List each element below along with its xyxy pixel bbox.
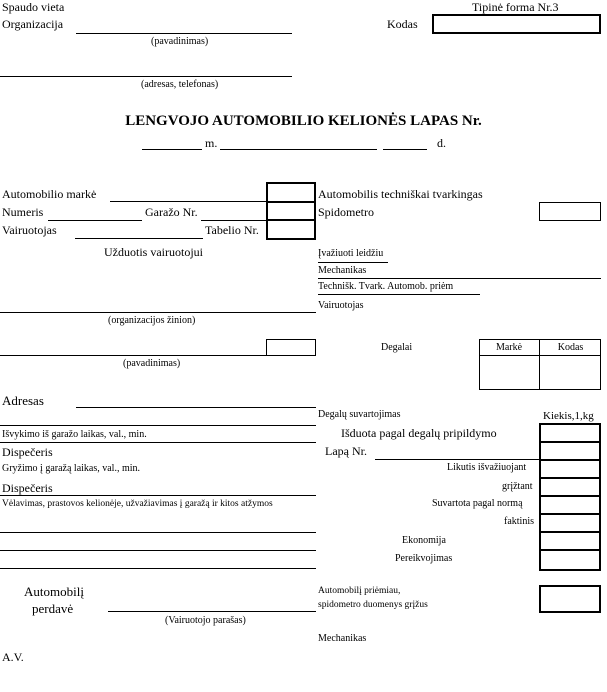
return-time-label: Gryžimo į garažą laikas, val., min.	[2, 463, 141, 474]
plate-number-line[interactable]	[48, 220, 142, 221]
driver-label: Vairuotojas	[2, 223, 57, 237]
organization-caption: (organizacijos žinion)	[108, 315, 196, 326]
car-accepted-label: Automobilį priėmiau,	[318, 586, 401, 596]
driver-accept-label: Vairuotojas	[318, 300, 364, 311]
day-line[interactable]	[383, 149, 427, 150]
tabel-no-label: Tabelio Nr.	[205, 223, 259, 237]
document-title: LENGVOJO AUTOMOBILIO KELIONĖS LAPAS Nr.	[125, 113, 482, 129]
departure-time-label: Išvykimo iš garažo laikas, val., min.	[2, 429, 147, 440]
garage-no-label: Garažo Nr.	[145, 205, 198, 219]
driver-signature-line[interactable]	[108, 611, 316, 612]
technical-accepted-label: Technišk. Tvark. Automob. priėm	[318, 281, 454, 292]
fuel-row-divider	[539, 549, 601, 551]
departure-allowed-label: Įvažiuoti leidžiu	[318, 248, 384, 259]
issued-label: Išduota pagal degalų pripildymo	[341, 426, 497, 440]
fuel-row-divider	[539, 531, 601, 533]
quantity-label: Kiekis,1,kg	[543, 410, 594, 422]
address-phone-caption: (adresas, telefonas)	[141, 79, 219, 90]
notes-line-1[interactable]	[0, 532, 316, 533]
footer-mechanic-label: Mechanikas	[318, 633, 367, 644]
organization-name-caption: (pavadinimas)	[123, 358, 181, 369]
fuel-label: Degalai	[381, 342, 413, 353]
day-suffix: d.	[437, 136, 446, 150]
driver-signature-caption: (Vairuotojo parašas)	[165, 615, 246, 626]
organization-code-small-box[interactable]	[266, 339, 316, 356]
economy-label: Ekonomija	[402, 535, 446, 546]
fuel-row-divider	[539, 459, 601, 461]
notes-line-2[interactable]	[0, 550, 316, 551]
year-line[interactable]	[142, 149, 202, 150]
fuel-brand-header: Markė	[495, 342, 523, 353]
remainder-return-label: grįžtant	[502, 481, 533, 492]
organization-name-line[interactable]	[76, 33, 292, 34]
car-handed-label-2: perdavė	[32, 601, 74, 616]
address-line[interactable]	[76, 407, 316, 408]
month-line[interactable]	[220, 149, 377, 150]
car-brand-label: Automobilio markė	[2, 187, 97, 201]
code-label: Kodas	[387, 17, 418, 31]
form-id-label: Tipinė forma Nr.3	[472, 0, 559, 14]
year-suffix: m.	[205, 136, 218, 150]
fuel-row-divider	[539, 441, 601, 443]
fuel-row-divider	[539, 513, 601, 515]
stamp-place-label: Spaudo vieta	[2, 0, 65, 14]
seal-place-label: A.V.	[2, 650, 24, 664]
car-handed-label-1: Automobilį	[24, 584, 84, 599]
used-actual-label: faktinis	[504, 516, 534, 527]
organization-label: Organizacija	[2, 17, 64, 31]
sheet-no-line[interactable]	[375, 459, 539, 460]
remainder-departure-label: Likutis išvažiuojant	[447, 462, 527, 473]
delays-label: Vėlavimas, prastovos kelionėje, užvažiavimas į garažą ir kitos atžymos	[2, 499, 273, 509]
departure-allowed-line[interactable]	[318, 262, 388, 263]
mechanic-line[interactable]	[318, 278, 601, 279]
name-caption: (pavadinimas)	[151, 36, 209, 47]
fuel-consumption-label: Degalų suvartojimas	[318, 409, 401, 420]
fuel-row-divider	[539, 495, 601, 497]
speedometer-label: Spidometro	[318, 205, 374, 219]
speedometer-return-label: spidometro duomenys grįžus	[318, 600, 428, 610]
dispatcher-2-line[interactable]	[0, 495, 316, 496]
vehicle-code-divider	[266, 219, 316, 221]
dispatcher-2-label: Dispečeris	[2, 481, 53, 495]
fuel-code-header: Kodas	[557, 342, 584, 353]
technical-accepted-line[interactable]	[318, 294, 480, 295]
fuel-table-header-divider	[479, 355, 601, 356]
organization-code-box[interactable]	[432, 14, 601, 34]
address-label: Adresas	[2, 393, 44, 408]
address-phone-line[interactable]	[0, 76, 292, 77]
vehicle-code-divider	[266, 201, 316, 203]
driver-line[interactable]	[75, 238, 203, 239]
car-brand-line[interactable]	[110, 201, 266, 202]
garage-no-line[interactable]	[201, 220, 266, 221]
times-top-line	[0, 425, 316, 426]
fuel-row-divider	[539, 477, 601, 479]
organization-name-line-2[interactable]	[0, 355, 266, 356]
driver-task-label: Užduotis vairuotojui	[104, 245, 203, 259]
used-norm-label: Suvartota pagal normą	[432, 498, 523, 509]
sheet-no-label: Lapą Nr.	[325, 444, 367, 458]
dispatcher-1-label: Dispečeris	[2, 445, 53, 459]
plate-number-label: Numeris	[2, 205, 44, 219]
speedometer-return-box[interactable]	[539, 585, 601, 613]
speedometer-out-box[interactable]	[539, 202, 601, 221]
technical-ok-label: Automobilis techniškai tvarkingas	[318, 187, 483, 201]
notes-line-3[interactable]	[0, 568, 316, 569]
departure-time-line[interactable]	[0, 442, 316, 443]
mechanic-label: Mechanikas	[318, 265, 367, 276]
overuse-label: Pereikvojimas	[395, 553, 453, 564]
organization-line[interactable]	[0, 312, 316, 313]
vehicle-code-boxes[interactable]	[266, 182, 316, 240]
